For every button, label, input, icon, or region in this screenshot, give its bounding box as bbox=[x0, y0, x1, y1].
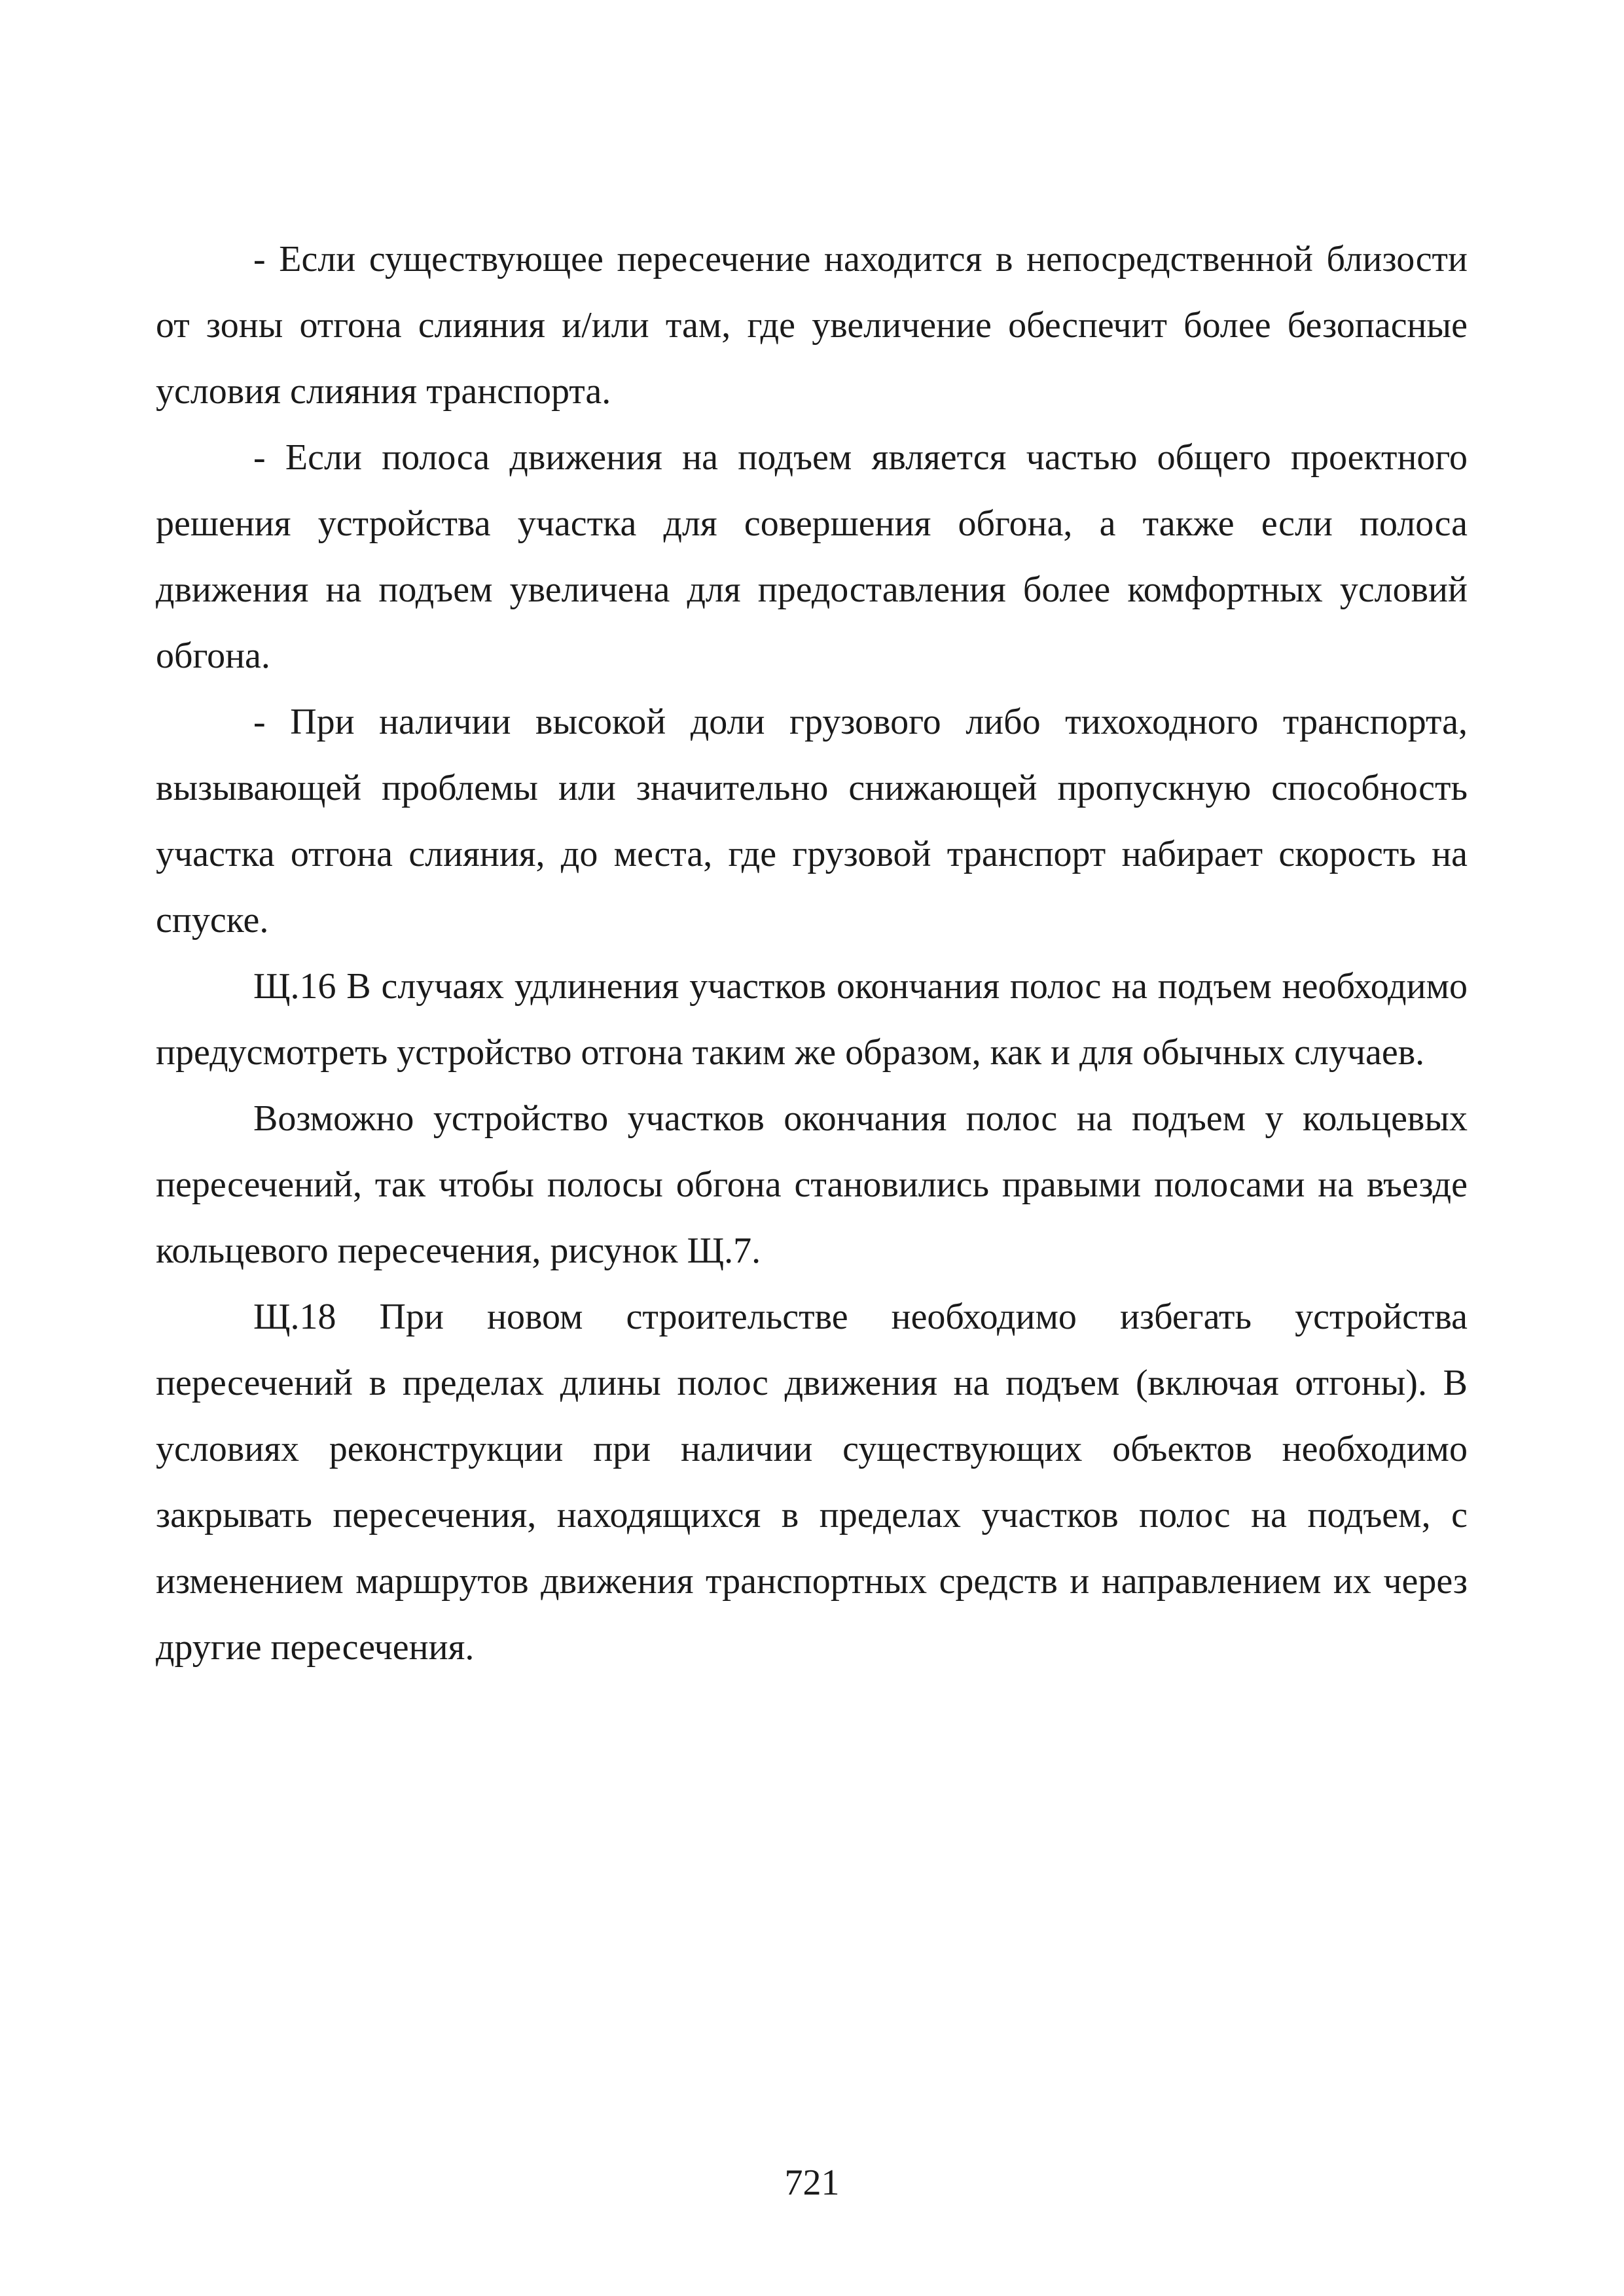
paragraph-roundabouts: Возможно устройство участков окончания полос на подъем у кольцевых пересечений, так чтобы полосы обгона становились правыми полосами на въезде кольцевого пересечения, рисунок Щ.7. bbox=[156, 1098, 1468, 1271]
page-number: 721 bbox=[784, 2162, 840, 2203]
paragraph-section-sch16: Щ.16 В случаях удлинения участков окончания полос на подъем необходимо предусмотреть устройство отгона таким же образом, как и для обычных случаев. bbox=[156, 966, 1468, 1073]
paragraph-heavy-traffic: - При наличии высокой доли грузового либо тихоходного транспорта, вызывающей проблемы или значительно снижающей пропускную способность участка отгона слияния, до места, где грузовой транспорт набирает скорость на спуске. bbox=[156, 702, 1468, 941]
body-text bbox=[156, 226, 1468, 1681]
paragraph-section-sch18: Щ.18 При новом строительстве необходимо избегать устройства пересечений в пределах длины полос движения на подъем (включая отгоны). В условиях реконструкции при наличии существующих объектов необходимо закрывать пересечения, находящихся в пределах участков полос на подъем, с изменением маршрутов движения транспортных средств и направлением их через другие пересечения. bbox=[156, 1297, 1468, 1668]
paragraph-climbing-lane-design: - Если полоса движения на подъем является частью общего проектного решения устройства участка для совершения обгона, а также если полоса движения на подъем увеличена для предоставления более комфортных условий обгона. bbox=[156, 437, 1468, 676]
paragraph-merge-intersection: - Если существующее пересечение находится в непосредственной близости от зоны отгона слияния и/или там, где увеличение обеспечит более безопасные условия слияния транспорта. bbox=[156, 239, 1468, 412]
